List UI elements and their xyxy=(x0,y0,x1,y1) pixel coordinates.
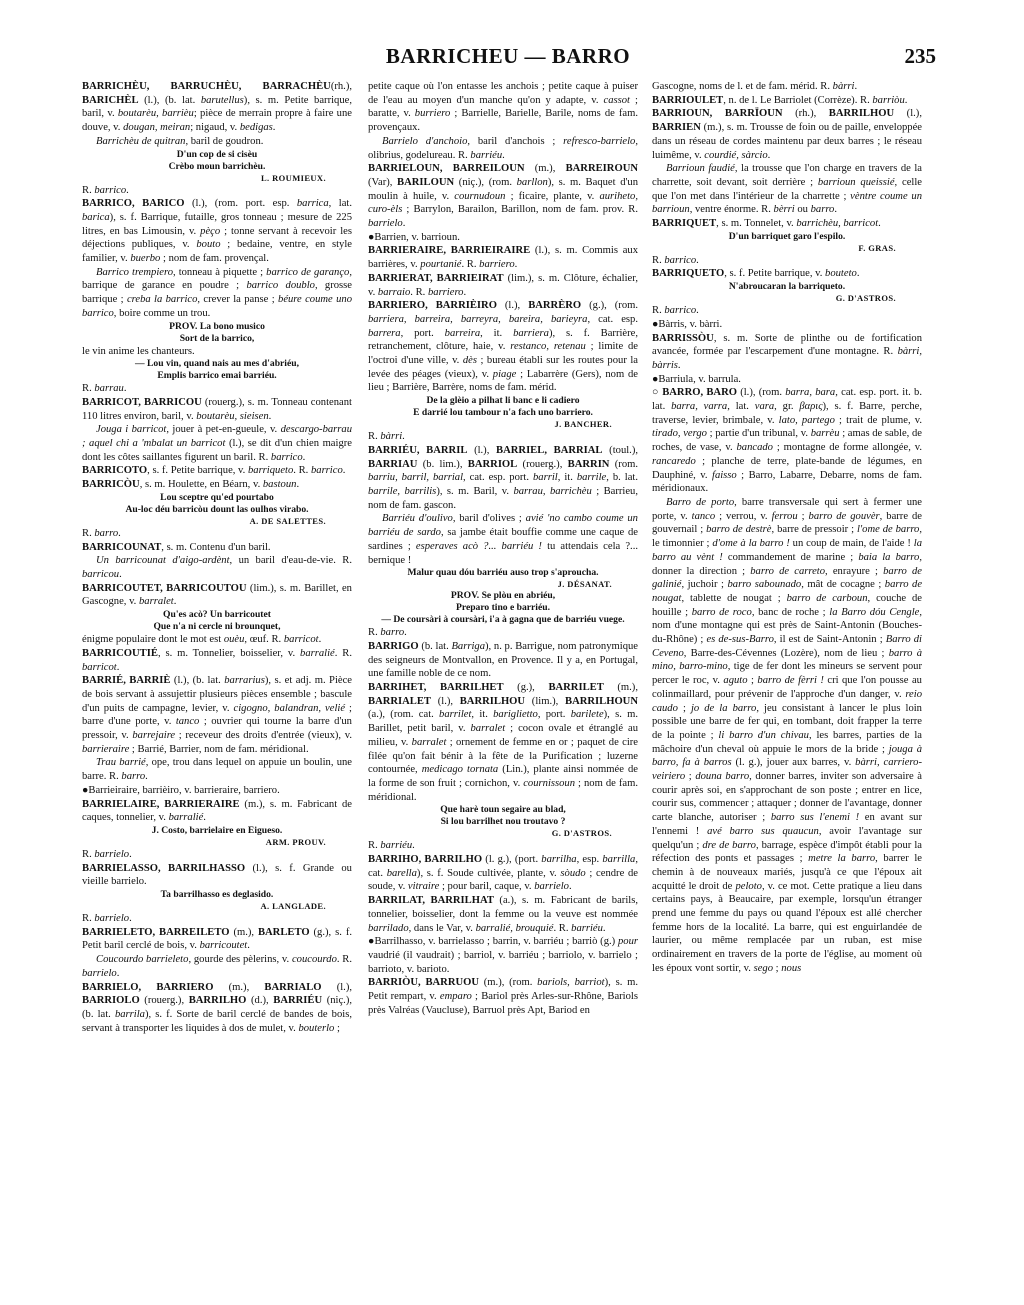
quotation-author: F. GRAS. xyxy=(858,242,896,253)
quotation-author: G. D'ASTROS. xyxy=(835,293,896,304)
quotation: Malur quau dóu barriéu auso trop s'aproucha. xyxy=(407,567,599,579)
dictionary-entry: BARRIÒU, BARRUOU (m.), (rom. bariols, barriot), s. m. Petit rempart, v. emparo ; Bariol près Arles-sur-Rhône, Bariols près Valréas (Vaucluse), Barruol près Apt, Bariod en xyxy=(368,977,638,1016)
entry-subsense: Un barricounat d'aigo-ardènt, un baril d'eau-de-vie. R. barricou. xyxy=(82,555,352,580)
dictionary-entry: R. barrau. xyxy=(82,383,127,395)
dictionary-entry: BARRICOT, BARRICOU (rouerg.), s. m. Tonneau contenant 110 litres environ, baril, v. boutarèu, sieisen. xyxy=(82,396,352,422)
entry-subsense: Trau barrié, ope, trou dans lequel on appuie un boulin, une barre. R. barro. xyxy=(82,757,352,783)
dictionary-entry: BARRIELOUN, BARREILOUN (m.), BARREIROUN (Var), BARILOUN (niç.), (rom. barllon), s. m. Baquet d'un moulin à huile, v. cournudoun ; ficaire, plante, v. auriheto, curo-èls ; Barrylon, Barailon, Barillon, nom de fam. prov. R. barrielo. xyxy=(368,163,638,230)
dictionary-entry: BARRIHO, BARRILHO (l. g.), (port. barrilha, esp. barrilla, cat. barella), s. f. Soude cultivée, plante, v. sòudo ; cendre de soude, v. vitraire ; pour baril, caque, v. barrielo. xyxy=(368,854,638,893)
dictionary-entry: BARRICOUTET, BARRICOUTOU (lim.), s. m. Barillet, en Gascogne, v. barralet. xyxy=(82,582,352,608)
dictionary-entry: BARRIÉU, BARRIL (l.), BARRIEL, BARRIAL (toul.), BARRIAU (b. lim.), BARRIOL (rouerg.), BARRIN (rom. barriu, barril, barrial, cat. esp. port. barril, it. barrile, b. lat. barrile, barrilis), s. m. Baril, v. barrau, barrichèu ; Barrieu, nom de fam. gascon. xyxy=(368,444,638,511)
dictionary-entry: BARRIERAT, BARRIEIRAT (lim.), s. m. Clôture, échalier, v. barraio. R. barriero. xyxy=(368,272,638,298)
dictionary-entry: BARRICO, BARICO (l.), (rom. port. esp. barrica, lat. barica), s. f. Barrique, futaille, gros tonneau ; mesure de 225 litres, en bas Limousin, v. pèço ; tonne servant à recevoir les déjections publiques, v. bouto ; bedaine, ventre, en style familier, v. buerbo ; nom de fam. provençal. xyxy=(82,198,352,265)
dictionary-entry: petite caque où l'on entasse les anchois ; petite caque à puiser de l'eau au moyen d'un manche qu'on y adapte, v. cassot ; baratte, v. burriero ; Barrielle, Barielle, Barile, noms de fam. provençaux. xyxy=(368,81,638,134)
dictionary-entry: R. barrielo. xyxy=(82,913,132,925)
quotation: — Lou vin, quand nais au mes d'abriéu, Emplis barrico emai barriéu. xyxy=(135,358,299,382)
dictionary-entry: BARRIGO (b. lat. Barriga), n. p. Barrigue, nom patronymique des seigneurs de Montvallon, en Provence. Il y a, en Portugal, une famille noble de ce nom. xyxy=(368,640,638,680)
dictionary-entry: BARRIQUET, s. m. Tonnelet, v. barrichèu, barricot. xyxy=(652,218,881,230)
quotation-author: A. LANGLADE. xyxy=(260,901,326,912)
dictionary-entry: BARRIOULET, n. de l. Le Barriolet (Corrèze). R. barriòu. xyxy=(652,94,908,106)
quotation: D'un cop de si cisèu Crèbo moun barrichèu. xyxy=(168,148,266,172)
dictionary-entry: BARRICHÈU, BARRUCHÈU, BARRACHÈU(rh.), BARICHÈL (l.), (b. lat. barutellus), s. m. Petite barrique, baril, v. boutarèu, barrièu; pièce de merrain propre à faire une douve, v. dougan, meiran; nigaud, v. bedigas. xyxy=(82,81,352,134)
dictionary-entry: ●Bàrris, v. bàrri. xyxy=(652,318,723,330)
column-3 xyxy=(652,80,922,1285)
dictionary-entry: ●Barrilhasso, v. barrielasso ; barrin, v. barriéu ; barriò (g.) pour vaudrié (il vaudrait) ; barriol, v. barriéu ; barriolo, v. barrielo ; barrioto, v. barioto. xyxy=(368,936,638,975)
quotation: PROV. Se plòu en abriéu, Preparo tino e barriéu. xyxy=(450,590,556,614)
entry-subsense: Barrico trempiero, tonneau à piquette ; barrico de garanço, barrique de garance en poudre ; barrico doublo, grosse barrique ; creba la barrico, crever la panse ; béure coume uno barrico, boire comme un trou. xyxy=(82,266,352,319)
dictionary-entry: ●Barrieiraire, barrièiro, v. barrieraire, barriero. xyxy=(82,784,280,796)
dictionary-entry: le vin anime les chanteurs. xyxy=(82,345,195,357)
dictionary-entry: ○ BARRO, BARO (l.), (rom. barra, bara, cat. esp. port. it. b. lat. barra, varra, lat. vara, gr. βαρις), s. f. Barre, perche, traverse, levier, brimbale, v. lato, partego ; trait de plume, v. tirado, vergo ; partie d'un tribunal, v. barrèu ; amas de sable, de roches, de vase, v. bancado ; montagne de forme allongée, v. rancaredo ; planche de terre, plate-bande de légumes, en Dauphiné, v. faisso ; Barro, Labarre, Debarre, noms de fam. méridionaux. xyxy=(652,387,922,495)
entry-subsense: Barriéu d'oulivo, baril d'olives ; avié 'no cambo coume un barriéu de sardo, sa jambe était bouffie comme une caque de sardines ; esperaves acò ?... barriéu ! tu attendais cela ?... bernique ! xyxy=(368,513,638,566)
quotation: J. Costo, barrielaire en Eigueso. xyxy=(151,824,283,836)
quotation: Que harè toun segaire au blad, Si lou barrilhet nou troutavo ? xyxy=(440,804,566,828)
running-title: BARRICHEU — BARRO xyxy=(385,44,631,68)
dictionary-entry: BARRICÒU, s. m. Houlette, en Béarn, v. bastoun. xyxy=(82,479,300,491)
quotation: Ta barrilhasso es deglasido. xyxy=(160,889,274,901)
dictionary-entry: BARRIELASSO, BARRILHASSO (l.), s. f. Grande ou vieille barrielo. xyxy=(82,862,352,888)
dictionary-entry: Gascogne, noms de l. et de fam. mérid. R. bàrri. xyxy=(652,81,858,92)
column-1 xyxy=(82,80,352,1285)
dictionary-entry: R. barrico. xyxy=(652,254,699,266)
dictionary-entry: R. barro. xyxy=(82,527,121,539)
quotation: De la glèio a pilhat li banc e li cadiero E darrié lou tambour n'a fach uno barriero. xyxy=(413,395,593,419)
entry-subsense: Barrielo d'anchoio, baril d'anchois ; refresco-barrielo, olibrius, godelureau. R. barriéu. xyxy=(368,135,638,161)
dictionary-entry: BARRIOUN, BARRÏOUN (rh.), BARRILHOU (l.), BARRIEN (m.), s. m. Trousse de foin ou de paille, enveloppée dans un réseau de cordes maintenu par deux barres ; le réseau luimême, v. courdié, sàrcio. xyxy=(652,108,922,161)
entry-subsense: Jouga i barricot, jouer à pet-en-gueule, v. descargo-barrau ; aquel chi a 'mbalat un barricot (l.), se dit d'un chien maigre dont les côtes saillantes figurent un baril. R. barrico. xyxy=(82,424,352,463)
dictionary-entry: BARRIERAIRE, BARRIEIRAIRE (l.), s. m. Commis aux barrières, v. pourtanié. R. barriero. xyxy=(368,245,638,271)
quotation-author: L. ROUMIEUX. xyxy=(260,172,326,183)
dictionary-entry: BARRICOTO, s. f. Petite barrique, v. barriqueto. R. barrico. xyxy=(82,465,346,477)
dictionary-entry: R. barrico. xyxy=(652,305,699,317)
dictionary-entry: BARRIELO, BARRIERO (m.), BARRIALO (l.), BARRIOLO (rouerg.), BARRILHO (d.), BARRIÉU (niç.), (b. lat. barrila), s. f. Sorte de baril cerclé de bandes de bois, servant à transporter les liquides à dos de mulet, v. bouterlo ; xyxy=(82,981,352,1034)
dictionary-entry: BARRIHET, BARRILHET (g.), BARRILET (m.), BARRIALET (l.), BARRILHOU (lim.), BARRILHOUN (a.), (rom. cat. barrilet, it. bariglietto, port. barilete), s. m. Barillet, petit baril, v. barralet ; cocon ovale et étranglé au milieu, v. barralet ; ornement de femme en or ; paquet de cire filée qu'on fait bénir à la fête de la Purification ; luzerne contournée, medicago tornata (Lin.), plante ainsi nommée de la forme de son fruit ; cornichon, v. cournissoun ; nom de fam. méridional. xyxy=(368,682,638,803)
quotation: Qu'es acò? Un barricoutet Que n'a ni cercle ni brounquet, xyxy=(153,609,281,633)
entry-subsense: Barrioun faudié, la trousse que l'on charge en travers de la charrette, soit devant, soit derrière ; barrioun queissié, celle que l'on met dans l'intérieur de la charrette ; vèntre coume un barrioun, ventre énorme. R. bèrri ou barro. xyxy=(652,163,922,216)
dictionary-entry: R. barro. xyxy=(368,627,407,639)
entry-subsense: Barro de porto, barre transversale qui sert à fermer une porte, v. tanco ; verrou, v. ferrou ; barro de gouvèr, barre de gouvernail ; barro de destrè, barre de pressoir ; l'ome de barro, le timonnier ; d'ome à la barro ! un coup de main, de l'aide ! la barro au vènt ! commandement de marine ; baia la barro, donner la direction ; barro de carreto, enrayure ; barro de galinié, juchoir ; barro sabounado, mât de cocagne ; barro de nougat, tablette de nougat ; barro de carboun, couche de houille ; barro de roco, banc de roche ; la Barro dóu Cengle, nom d'une montagne qui est près de Saint-Antonin (Bouches-du-Rhône) ; es de-sus-Barro, il est de Saint-Antonin ; Barro di Ceveno, Barre-des-Cévennes (Lozère), nom de lieu ; barro à mino, barro-mino, tige de fer dont les mineurs se servent pour percer le roc, v. aguto ; barro de fèrri ! cri que l'on pousse au colinmaillard, pour prévenir de l'approche d'un danger, v. reio caudo ; jo de la barro, jeu consistant à lancer le plus loin possible une barre de fer qui, en tombant, doit frapper la terre de la pointe ; li barro d'un chivau, les barres, parties de la mâchoire d'un cheval où appuie le mors de la bride ; jouga à barro, fa à barros (l. g.), jouer aux barres, v. bàrri, carriero-veiriero ; douna barro, donner barres, inviter son adversaire à courir après soi, en s'approchant de son poste ; entrer en lice, courir sus, commencer ; attaquer ; donner de l'avantage, donner carte blanche, autoriser ; barro sus l'enemi ! en avant sur l'ennemi ! avé barro sus quaucun, avoir l'avantage sur quelqu'un ; dre de barro, barrage, espèce d'impôt établi pour la réfection des ponts et passages ; metre la barro, barrer le chemin à de nouveaux mariés, jusqu'à ce que l'époux ait acquitté le droit de peloto, v. ce mot. Cette pratique a lieu dans certains pays, à Beaucaire, par exemple, lorsqu'un étranger prend une femme du pays ou quand l'époux est allé chercher femme hors de la localité. La barre, qui est enguirlandée de laurier, ou même remplacée par un ruban, est mise ordinairement en travers de la porte de l'église, au moment où les époux vont sortir, v. sego ; nous xyxy=(652,496,922,974)
quotation: N'abroucaran la barriqueto. xyxy=(728,281,846,293)
dictionary-entry: R. barrico. xyxy=(82,184,129,196)
dictionary-entry: BARRIELETO, BARREILETO (m.), BARLETO (g.), s. f. Petit baril cerclé de bois, v. barricoutet. xyxy=(82,926,352,952)
column-2 xyxy=(368,80,638,1285)
dictionary-entry: R. barriéu. xyxy=(368,840,415,852)
dictionary-entry: BARRIQUETO, s. f. Petite barrique, v. bouteto. xyxy=(652,268,860,280)
entry-subsense: Barrichèu de quitran, baril de goudron. xyxy=(96,135,264,147)
dictionary-entry: BARRIÉ, BARRIÈ (l.), (b. lat. barrarius), s. et adj. m. Pièce de bois servant à assujettir plusieurs pièces ensemble ; bascule d'un puits de campagne, levier, v. cigogno, balandran, velié ; barre d'une porte, v. tanco ; ouvrier qui tourne la barre d'un pressoir, v. barrejaire ; receveur des droits d'entrée (vieux), v. barrieraire ; Barrié, Barrier, nom de fam. méridional. xyxy=(82,675,352,755)
dictionary-entry: BARRIERO, BARRIÈIRO (l.), BARRÈRO (g.), (rom. barriera, barreira, barreyra, bareira, barieyra, cat. esp. barrera, port. barreira, it. barriera), s. f. Barrière, retranchement, clôture, haie, v. restanco, retenau ; limite de l'octroi d'une ville, v. dès ; bureau établi sur les routes pour la levée des péages (vieux), v. piage ; Labarrère (Gers), nom de lieu ; Barrière, Barrère, noms de fam. mérid. xyxy=(368,300,638,394)
dictionary-entry: BARRIELAIRE, BARRIERAIRE (m.), s. m. Fabricant de caques, tonnelier, v. barralié. xyxy=(82,798,352,824)
dictionary-entry: BARRICOUNAT, s. m. Contenu d'un baril. xyxy=(82,541,271,553)
quotation: D'un barriquet garo l'espilo. xyxy=(728,230,846,242)
page-number: 235 xyxy=(904,44,936,68)
dictionary-entry: ●Barrien, v. barrioun. xyxy=(368,231,460,243)
quotation-author: G. D'ASTROS. xyxy=(551,828,612,839)
quotation-author: A. DE SALETTES. xyxy=(249,515,326,526)
quotation: PROV. La bono musico Sort de la barrico, xyxy=(169,320,265,344)
entry-subsense: Coucourdo barrieleto, gourde des pèlerins, v. coucourdo. R. barrielo. xyxy=(82,954,352,979)
quotation-author: J. BANCHER. xyxy=(554,419,612,430)
quotation: — De coursàri à coursàri, i'a à gagna que de barriéu vuege. xyxy=(381,614,625,626)
dictionary-entry: BARRISSÒU, s. m. Sorte de plinthe ou de fortification avancée, formée par l'escarpement d'une montagne. R. bàrri, bàrris. xyxy=(652,332,922,371)
dictionary-entry: R. bàrri. xyxy=(368,431,405,443)
quotation-author: J. DÉSANAT. xyxy=(557,579,612,590)
dictionary-entry: énigme populaire dont le mot est ouèu, œuf. R. barricot. xyxy=(82,634,322,646)
dictionary-entry: ●Barriula, v. barrula. xyxy=(652,373,741,385)
page-header xyxy=(80,44,936,74)
dictionary-entry: BARRILAT, BARRILHAT (a.), s. m. Fabricant de barils, tonnelier, boisselier, dont la femme ou la veuve est nommée barrilado, dans le Var, v. barralié, brouquié. R. barriéu. xyxy=(368,895,638,934)
quotation-author: ARM. PROUV. xyxy=(265,836,326,847)
quotation: Lou sceptre qu'ed pourtabo Au-loc déu barricòu dount las oulhos virabo. xyxy=(125,491,309,515)
dictionary-entry: BARRICOUTIÉ, s. m. Tonnelier, boisselier, v. barralié. R. barricot. xyxy=(82,647,352,673)
dictionary-entry: R. barrielo. xyxy=(82,848,132,860)
